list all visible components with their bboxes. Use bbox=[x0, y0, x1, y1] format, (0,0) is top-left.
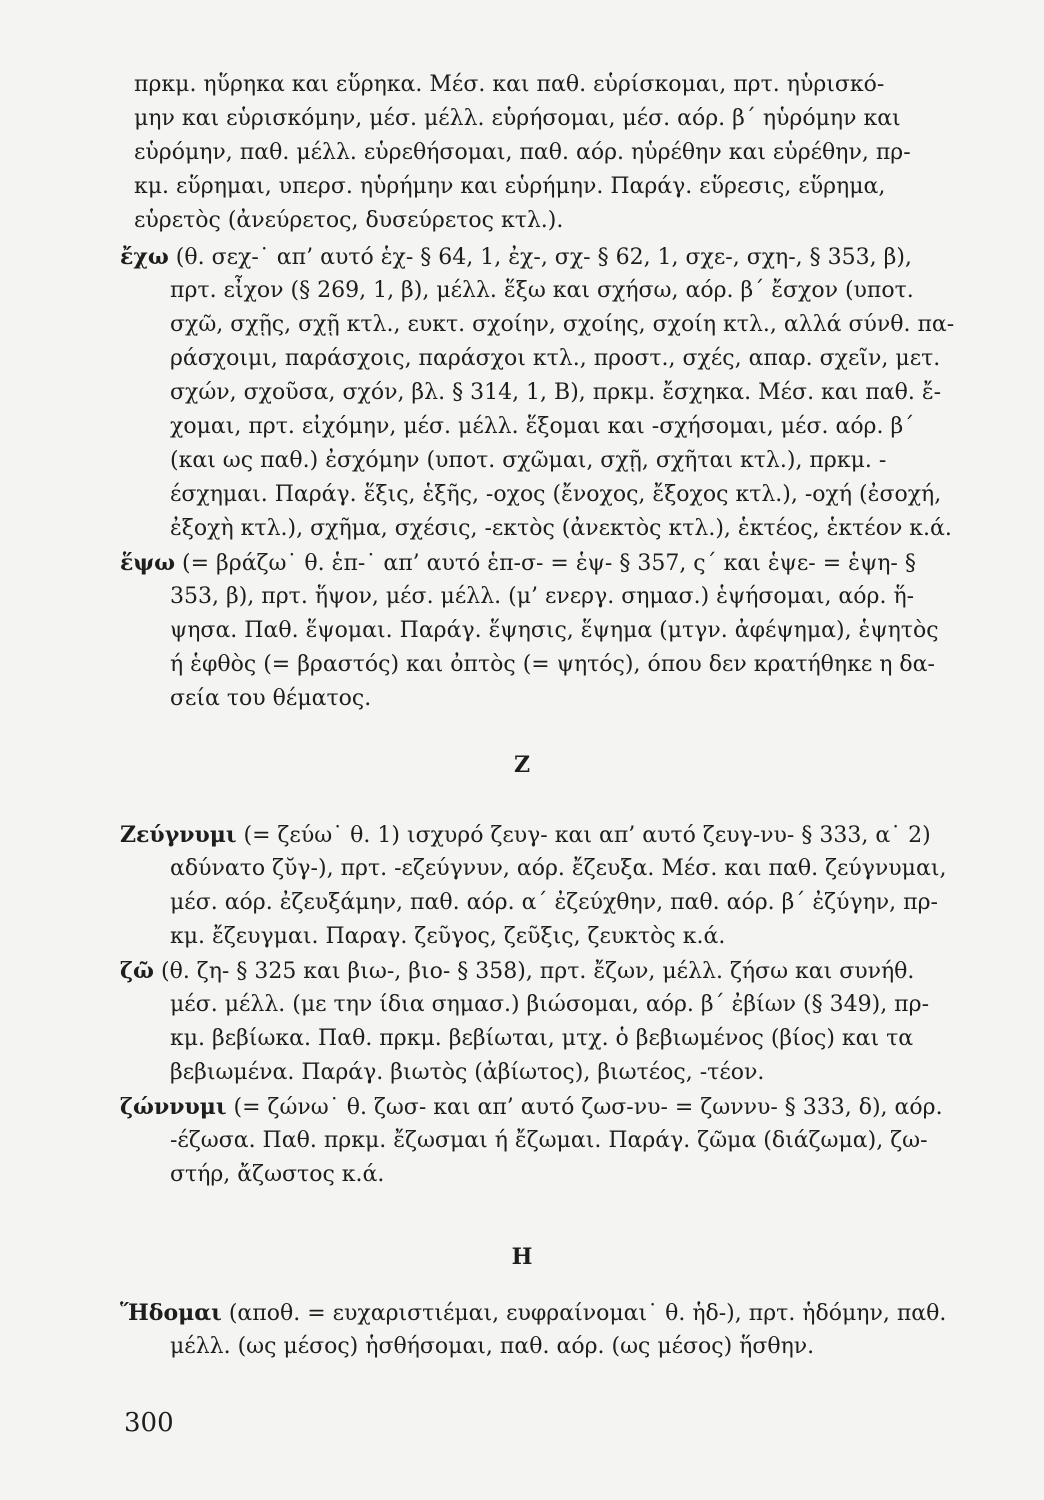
entry-line: ράσχοιμι, παράσχοις, παράσχοι κτλ., προστ., σχές, απαρ. σχεῖν, μετ. bbox=[170, 346, 941, 371]
entry-line: πρκμ. ηὕρηκα και εὕρηκα. Μέσ. και παθ. εὑρίσκομαι, πρτ. ηὑρισκό- bbox=[134, 72, 885, 97]
entry-line: ἐξοχὴ κτλ.), σχῆμα, σχέσις, -εκτὸς (ἀνεκτὸς κτλ.), ἑκτέος, ἑκτέον κ.ά. bbox=[170, 516, 952, 541]
entry-line: 353, β), πρτ. ἥψον, μέσ. μέλλ. (μ’ ενεργ. σημασ.) ἑψήσομαι, αόρ. ἥ- bbox=[170, 584, 915, 609]
entry-line: έσχημαι. Παράγ. ἕξις, ἑξῆς, -οχος (ἔνοχος, ἔξοχος κτλ.), -οχή (ἐσοχή, bbox=[170, 482, 942, 507]
entry-line: κμ. ἔζευγμαι. Παραγ. ζεῦγος, ζεῦξις, ζευκτὸς κ.ά. bbox=[170, 924, 726, 949]
entry-line: κμ. εὕρημαι, υπερσ. ηὑρήμην και εὑρήμην. Παράγ. εὕρεσις, εὕρημα, bbox=[134, 174, 886, 199]
entry-line: (= ζεύω˙ θ. 1) ισχυρό ζευγ- και απ’ αυτό ζευγ-νυ- § 333, α˙ 2) bbox=[243, 823, 931, 848]
entry-line: (= ζώνω˙ θ. ζωσ- και απ’ αυτό ζωσ-νυ- = ζωννυ- § 333, δ), αόρ. bbox=[233, 1095, 943, 1120]
entry-line: μέλλ. (ως μέσος) ἡσθήσομαι, παθ. αόρ. (ως μέσος) ἥσθην. bbox=[170, 1334, 815, 1359]
entry-line: (αποθ. = ευχαριστιέμαι, ευφραίνομαι˙ θ. ἡδ-), πρτ. ἡδόμην, παθ. bbox=[228, 1301, 947, 1326]
section-heading-z: Z bbox=[513, 752, 531, 778]
entry-line: μέσ. μέλλ. (με την ίδια σημασ.) βιώσομαι, αόρ. β΄ ἐβίων (§ 349), πρ- bbox=[170, 992, 930, 1017]
page-number: 300 bbox=[124, 1408, 174, 1438]
headword: ἔχω bbox=[120, 244, 169, 270]
entry-line: (= βράζω˙ θ. ἑπ-˙ απ’ αυτό ἑπ-σ- = ἑψ- § 357, ς΄ και ἑψε- = ἑψη- § bbox=[182, 551, 916, 576]
headword: ζῶ bbox=[120, 958, 154, 984]
entry-line: χομαι, πρτ. εἰχόμην, μέσ. μέλλ. ἕξομαι και -σχήσομαι, μέσ. αόρ. β΄ bbox=[170, 414, 915, 439]
entry-line: (θ. ζη- § 325 και βιω-, βιο- § 358), πρτ. ἔζων, μέλλ. ζήσω και συνήθ. bbox=[160, 959, 915, 984]
entry-line: στήρ, ἄζωστος κ.ά. bbox=[170, 1162, 385, 1187]
entry-line: σχῶ, σχῇς, σχῇ κτλ., ευκτ. σχοίην, σχοίης, σχοίη κτλ., αλλά σύνθ. πα- bbox=[170, 312, 955, 337]
headword: Ζεύγνυμι bbox=[120, 822, 237, 848]
entry-line: ψησα. Παθ. ἕψομαι. Παράγ. ἕψησις, ἕψημα (μτγν. ἀφέψημα), ἑψητὸς bbox=[170, 618, 939, 643]
headword: Ἥδομαι bbox=[120, 1300, 222, 1326]
entry-line: σχών, σχοῦσα, σχόν, βλ. § 314, 1, Β), πρκμ. ἔσχηκα. Μέσ. και παθ. ἔ- bbox=[170, 380, 942, 405]
entry-line: (θ. σεχ-˙ απ’ αυτό ἑχ- § 64, 1, ἐχ-, σχ- § 62, 1, σχε-, σχη-, § 353, β), bbox=[175, 245, 912, 270]
entry-line: αδύνατο ζῠγ-), πρτ. -εζεύγνυν, αόρ. ἔζευξα. Μέσ. και παθ. ζεύγνυμαι, bbox=[170, 856, 947, 881]
section-heading-h: Η bbox=[511, 1244, 533, 1270]
headword: ζώννυμι bbox=[120, 1094, 227, 1120]
entry-line: μην και εὑρισκόμην, μέσ. μέλλ. εὑρήσομαι, μέσ. αόρ. β΄ ηὑρόμην και bbox=[134, 106, 901, 131]
entry-line: σεία του θέματος. bbox=[170, 686, 372, 711]
entry-line: -έζωσα. Παθ. πρκμ. ἔζωσμαι ή ἔζωμαι. Παράγ. ζῶμα (διάζωμα), ζω- bbox=[170, 1128, 928, 1153]
entry-line: μέσ. αόρ. ἐζευξάμην, παθ. αόρ. α΄ ἐζεύχθην, παθ. αόρ. β΄ ἐζύγην, πρ- bbox=[170, 890, 938, 915]
entry-line: ή ἑφθὸς (= βραστός) και ὀπτὸς (= ψητός), όπου δεν κρατήθηκε η δα- bbox=[170, 652, 935, 677]
headword: ἕψω bbox=[120, 550, 176, 576]
entry-line: βεβιωμένα. Παράγ. βιωτὸς (ἀβίωτος), βιωτέος, -τέον. bbox=[170, 1060, 765, 1085]
entry-line: εὑρετὸς (ἀνεύρετος, δυσεύρετος κτλ.). bbox=[134, 208, 564, 233]
entry-line: πρτ. εἶχον (§ 269, 1, β), μέλλ. ἕξω και σχήσω, αόρ. β΄ ἔσχον (υποτ. bbox=[170, 278, 914, 303]
entry-line: κμ. βεβίωκα. Παθ. πρκμ. βεβίωται, μτχ. ὁ βεβιωμένος (βίος) και τα bbox=[170, 1026, 914, 1051]
entry-line: (και ως παθ.) ἐσχόμην (υποτ. σχῶμαι, σχῇ, σχῆται κτλ.), πρκμ. - bbox=[170, 448, 887, 473]
entry-line: εὑρόμην, παθ. μέλλ. εὑρεθήσομαι, παθ. αόρ. ηὑρέθην και εὑρέθην, πρ- bbox=[134, 140, 911, 165]
